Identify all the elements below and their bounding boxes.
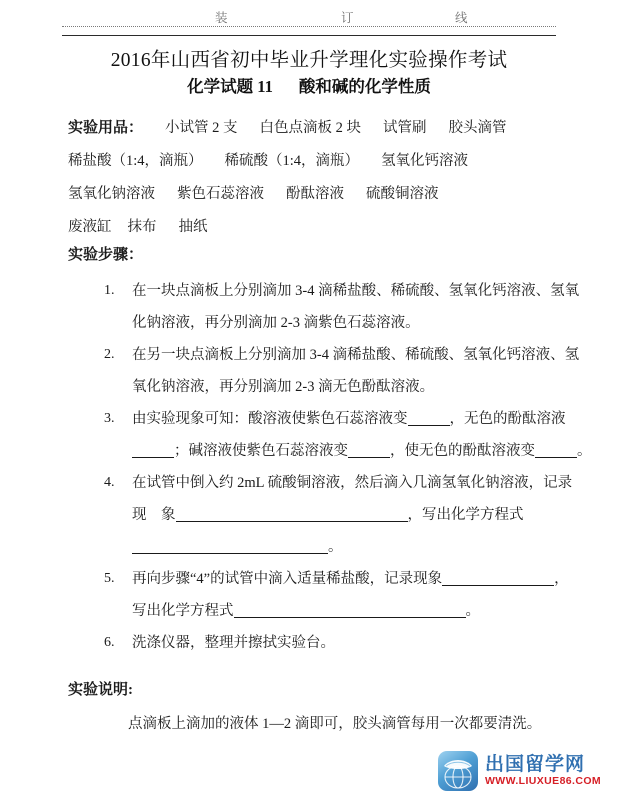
material-item: 氢氧化钙溶液: [381, 153, 469, 169]
notes-section-label: 实验说明:: [68, 682, 133, 698]
step-text-line: [132, 499, 544, 531]
binding-word-ding: 订: [336, 10, 359, 26]
answer-blank[interactable]: [442, 585, 554, 586]
answer-blank[interactable]: [234, 617, 466, 618]
answer-blank[interactable]: [535, 457, 577, 458]
steps-section-label: 实验步骤：: [68, 247, 144, 263]
step-number: 1.: [104, 283, 115, 298]
answer-blank[interactable]: [176, 521, 408, 522]
globe-icon: [438, 751, 478, 791]
subtitle-topic: 酸和碱的化学性质: [298, 77, 431, 96]
step-text: ，: [554, 571, 569, 587]
materials-line-4: [68, 211, 568, 244]
step-text: 由实验现象可知：酸溶液使紫色石蕊溶液变: [132, 411, 408, 427]
step-item: [104, 403, 592, 467]
material-item: 紫色石蕊溶液: [177, 186, 264, 202]
step-text: 。: [465, 603, 480, 619]
step-text-line: 在试管中倒入约 2mL 硫酸铜溶液，然后滴入几滴氢氧化钠溶液，记录: [132, 475, 573, 491]
answer-blank[interactable]: [348, 457, 390, 458]
steps-list: [104, 275, 592, 659]
answer-blank[interactable]: [132, 553, 328, 554]
watermark-site-name: 出国留学网: [485, 754, 586, 775]
answer-blank[interactable]: [408, 425, 450, 426]
binding-solid-line: [62, 35, 556, 36]
binding-word-zhuang: 装: [210, 10, 233, 26]
step-item: [104, 467, 573, 563]
step-text: 。: [328, 539, 343, 555]
step-text: 再向步骤“4”的试管中滴入适量稀盐酸，记录现象: [132, 571, 443, 587]
step-text-line: 洗涤仪器，整理并擦拭实验台。: [132, 635, 335, 651]
answer-blank[interactable]: [132, 457, 174, 458]
step-text: ；碱溶液使紫色石蕊溶液变: [174, 443, 348, 459]
page-title: 2016年山西省初中毕业升学理化实验操作考试: [110, 50, 508, 71]
site-watermark: [438, 748, 610, 794]
watermark-text: [485, 754, 601, 788]
binding-word-xian: 线: [450, 10, 473, 26]
page-subtitle: [0, 73, 618, 97]
material-item: 胶头滴管: [448, 120, 507, 136]
watermark-url: WWW.LIUXUE86.COM: [485, 775, 602, 787]
binding-line-header: [62, 10, 556, 38]
materials-line-3: [68, 178, 568, 211]
materials-line-2: [68, 145, 568, 178]
step-number: 3.: [104, 411, 115, 426]
material-item: 试管刷: [383, 120, 427, 136]
step-text: 。: [577, 443, 592, 459]
step-number: 4.: [104, 475, 115, 490]
subtitle-paper-number: 化学试题 11: [187, 77, 273, 96]
step-text: 写出化学方程式: [132, 603, 234, 619]
step-text-line: 氧化钠溶液，再分别滴加 2-3 滴无色酚酞溶液。: [132, 379, 435, 395]
step-text-line: 化钠溶液，再分别滴加 2-3 滴紫色石蕊溶液。: [132, 315, 420, 331]
materials-label: 实验用品：: [68, 120, 144, 136]
material-item: 硫酸铜溶液: [366, 186, 439, 202]
step-text: ，无色的酚酞溶液: [449, 411, 566, 427]
step-text: 现 象: [132, 507, 176, 523]
notes-text: 点滴板上滴加的液体 1—2 滴即可，胶头滴管每用一次都要清洗。: [128, 716, 542, 732]
material-item: 氢氧化钠溶液: [68, 186, 155, 202]
material-item: 废液缸: [68, 219, 112, 235]
binding-dotted-line: [62, 26, 556, 27]
material-item: 抹布: [127, 219, 157, 235]
step-item: [104, 627, 544, 659]
materials-line-1: [68, 112, 568, 145]
step-text-line: [132, 595, 544, 627]
step-text: ，写出化学方程式: [407, 507, 524, 523]
material-item: 酚酞溶液: [286, 186, 344, 202]
step-number: 2.: [104, 347, 115, 362]
step-item: [104, 563, 569, 627]
materials-section: [68, 112, 568, 244]
step-number: 6.: [104, 635, 115, 650]
step-text: ，使无色的酚酞溶液变: [390, 443, 535, 459]
step-text-line: [132, 563, 569, 595]
material-item: 稀盐酸（1:4，滴瓶）: [68, 153, 203, 169]
step-item: [104, 275, 580, 339]
step-text-line: [132, 531, 544, 563]
material-item: 小试管 2 支: [165, 120, 238, 136]
step-text-line: 在一块点滴板上分别滴加 3-4 滴稀盐酸、稀硫酸、氢氧化钙溶液、氢氧: [132, 283, 580, 299]
step-text-line: [132, 435, 592, 467]
material-item: 稀硫酸（1:4，滴瓶）: [224, 153, 360, 169]
step-number: 5.: [104, 571, 115, 586]
material-item: 白色点滴板 2 块: [259, 120, 362, 136]
step-text-line: 在另一块点滴板上分别滴加 3-4 滴稀盐酸、稀硫酸、氢氧化钙溶液、氢: [132, 347, 580, 363]
step-text-line: [132, 403, 566, 435]
step-item: [104, 339, 580, 403]
material-item: 抽纸: [178, 219, 208, 235]
